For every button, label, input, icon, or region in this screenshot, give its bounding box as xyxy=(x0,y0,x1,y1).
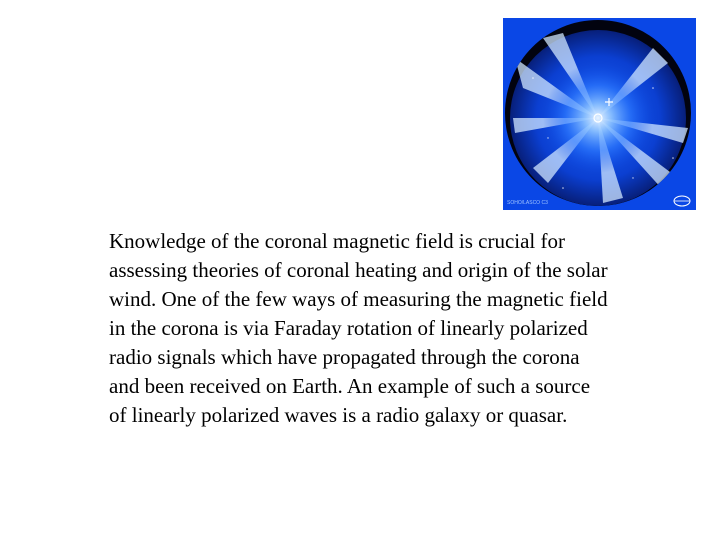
body-paragraph: Knowledge of the coronal magnetic field is crucial for assessing theories of coronal heating and origin of the solar wind. One of the few ways of measuring the magnetic field in the corona is via Faraday rotation of linearly polarized radio signals which have propagated through the corona and been received on Earth. An example of such a source of linearly polarized waves is a radio galaxy or quasar. xyxy=(109,229,608,427)
coronagraph-graphic xyxy=(503,18,696,210)
image-caption: SOHO/LASCO C3 xyxy=(507,200,548,206)
corona-image xyxy=(503,18,696,210)
